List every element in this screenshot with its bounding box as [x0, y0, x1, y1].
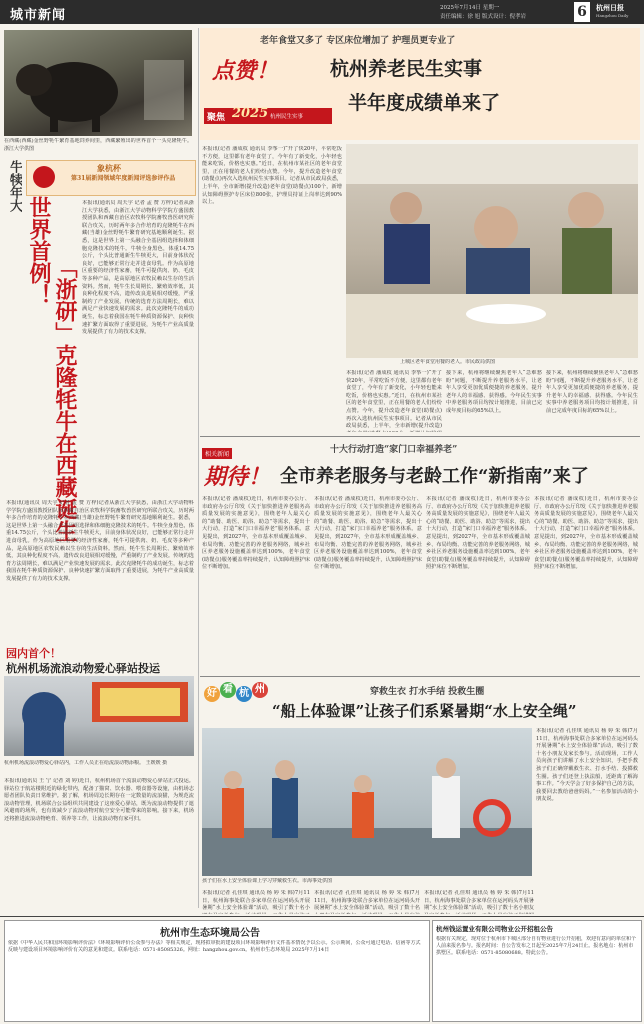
- guide-title: 全市养老服务与老龄工作“新指南”来了: [280, 466, 589, 487]
- ad-left-body: 依据《中华人民共和国环境影响评价法》《环境影响评价公众参与办法》等相关规定，现将拟审批的建设项目环境影响评价文件基本情况予以公示。公示期间，公众可通过电话、信函等方式反映与建设项目环境影响评价有关的意见和建议。联系电话：0571-85085326。网址：hangzhou.gov.cn。杭州市生态环境局 2025年7月14日: [8, 940, 421, 953]
- yak-article-body-cont: 本报讯(通讯员 周天宇 记者 孟 赞 方梓)记者从浙江大学获悉，由浙江大学动物科学学院方盛国教授团队和西藏自治区农牧科学院畜牧兽医研究所联合攻关，历时两年多合作培育的克隆牦牛在西藏(当雄)金丝野牦牛繁育研究基地顺利诞生。据悉，这是世界上第一头融合全基因组选择和体细胞克隆技术的牦牛。牛犊全身黑色，体重14.75公斤，个头比普通新生牛犊更大，目前身体状况良好，已能够正常行走并进食母乳。作为高原地区重要的经济性家畜，牦牛可提供肉、奶、毛皮等多种产品，是高原地区农牧民赖以生存的生活资料。然而，牦牛生长周期长、繁殖效率低，其良种化程度不高，遗传改良进展相对缓慢，严重制约了产业发展。传统的选育方法周期长，难以满足产业快速发展的需求。此次克隆牦牛的成功诞生，标志着我国在牦牛种质资源保护、良种快速扩繁方面取得了重要进展，为牦牛产业高质量发展提供了有力的技术支撑。: [6, 500, 194, 582]
- guide-tag: 相关新闻: [202, 448, 232, 459]
- yak-photo-caption: 在西藏(西藏)金丝野牦牛繁育基地饲养间里，西藏繁殖出的世界首个一头克隆牦牛。 浙江大学供图: [4, 138, 192, 152]
- elder-body-col3: 接下来，杭州将继续聚焦老年人“急难愁盼”问题，不断提升养老服务水平，让老年人享受更加优质便捷的养老服务，提升老年人的幸福感、获得感。今年民生实事中养老服务项目均按计划推进，目前已完成年度目标的65%以上。: [446, 370, 542, 414]
- rule-1: [200, 436, 640, 437]
- airport-body: 本报讯(通讯员 王 宁 记者 刘 婷)近日，杭州机场首个流浪动物爱心驿站正式投运。驿站位于航站楼附近的绿化带内，配备了猫窝、饮水器、喂食器等设施，由机场志愿者团队负责日常维护。据了解，机场周边长期存在一定数量的流浪猫，为规范流浪动物管理，机场联合公益组织共同建设了这座爱心驿站，既为流浪动物提供了遮风避雨的场所，也有效减少了流浪动物对航空安全可能带来的影响。接下来，机场还将推进流浪动物绝育、领养等工作，让流浪动物有家可归。: [4, 778, 194, 822]
- elder-tag-sub: 杭州民生实事: [270, 114, 304, 120]
- guide-qidai: 期待！: [204, 464, 271, 490]
- paper-sub: Hangzhou Daily: [596, 13, 629, 18]
- paper-name: 杭州日报: [596, 3, 624, 12]
- yak-headline-1: 世界首例！: [26, 196, 52, 306]
- ad-left-title: 杭州市生态环境局公告: [160, 928, 260, 939]
- elder-kicker: 老年食堂又多了 专区床位增加了 护理员更专业了: [260, 36, 456, 46]
- elder-photo-caption: 上城区老年食堂用餐的老人。市民政局供图: [400, 359, 496, 365]
- boat-body-side: 本报讯(记者 孔佳琪 通讯员 杨 婷 朱 韩)7月11日，杭州海事处联合多家单位在运河码头开展暑期“水上安全体验课”活动，吸引了数十名小朋友及家长参与。活动现场，工作人员向孩子们讲解了水上安全知识，手把手教孩子们正确穿戴救生衣、打水手结、投掷救生圈。孩子们还登上执法船，近距离了解海事工作。“今天学会了好多保护自己的方法，我要回去教给爸爸妈妈。”一名参加活动的小朋友说。: [536, 728, 638, 803]
- rule-2: [200, 676, 640, 677]
- award-text: 第31届新闻领域年度新闻评选参评作品: [71, 175, 176, 182]
- badge-char-4: 州: [252, 682, 268, 698]
- badge-char-1: 好: [204, 686, 220, 702]
- guide-body-1: 本报讯(记者 潘成枚)近日，杭州市委办公厅、市政府办公厅印发《关于加快推进养老服务高质量发展的实施意见》，围绕老年人最关心的“助餐、助医、助浴、助急”等需求，提出十大行动，打造“家门口幸福养老”服务体系。意见提出，到2027年，全市基本形成覆盖城乡、布局均衡、功能完善的养老服务网络，城乡社区养老服务设施覆盖率达到100%，老年食堂(助餐点)服务覆盖率持续提升，认知障碍照护床位不断增加。: [202, 496, 310, 571]
- yak-article-body: 本报讯(通讯员 周天宇 记者 孟 赞 方梓)记者从浙江大学获悉，由浙江大学动物科学学院方盛国教授团队和西藏自治区农牧科学院畜牧兽医研究所联合攻关，历时两年多合作培育的克隆牦牛在西藏(当雄)金丝野牦牛繁育研究基地顺利诞生。据悉，这是世界上第一头融合全基因组选择和体细胞克隆技术的牦牛。牛犊全身黑色，体重14.75公斤，个头比普通新生牛犊更大，目前身体状况良好，已能够正常行走并进食母乳。作为高原地区重要的经济性家畜，牦牛可提供肉、奶、毛皮等多种产品，是高原地区农牧民赖以生存的生活资料。然而，牦牛生长周期长、繁殖效率低，其良种化程度不高，遗传改良进展相对缓慢，严重制约了产业发展。传统的选育方法周期长，难以满足产业快速发展的需求。此次克隆牦牛的成功诞生，标志着我国在牦牛种质资源保护、良种快速扩繁方面取得了重要进展，为牦牛产业高质量发展提供了有力的技术支撑。: [82, 200, 194, 336]
- boat-body-1: 本报讯(记者 孔佳琪 通讯员 杨 婷 朱 韩)7月11日，杭州海事处联合多家单位在运河码头开展暑期“水上安全体验课”活动，吸引了数十名小: [202, 890, 310, 912]
- guide-kicker: 十大行动打造“家门口幸福养老”: [330, 445, 458, 455]
- yak-photo: [4, 30, 192, 136]
- yak-illustration: [4, 30, 192, 136]
- boat-body-2: 本报讯(记者 孔佳琪 通讯员 杨 婷 朱 韩)7月11日，杭州海事处联合多家单位在运河码头开展暑期“水上安全体验课”活动，吸引了数十名: [314, 890, 420, 912]
- elder-title-2: 半年度成绩单来了: [348, 92, 501, 114]
- award-banner: [26, 160, 196, 196]
- elder-body-col4: 接下来，杭州将继续聚焦老年人“急难愁盼”问题，不断提升养老服务水平，让老年人享受更加优质便捷的养老服务，提升老年人的幸福感、获得感。今年民生实事中养老服务项目均按计划推进，目前已完成年度目标的65%以上。: [546, 370, 638, 414]
- badge-char-2: 看: [220, 682, 236, 698]
- boat-caption: 孩子们在水上安全体验课上学习穿戴救生衣。市海事处供图: [202, 878, 333, 884]
- airport-illustration: [4, 676, 194, 756]
- boat-kicker: 穿救生衣 打水手结 投救生圈: [370, 687, 485, 697]
- date-line: 2025年7月14日 星期一: [440, 5, 500, 11]
- elder-tag-year: 2025: [232, 106, 269, 121]
- boat-photo: [202, 728, 532, 876]
- elder-dianzan: 点赞！: [212, 58, 279, 84]
- elder-tag: 聚焦: [207, 113, 226, 123]
- boat-body-3: 本报讯(记者 孔佳琪 通讯员 杨 婷 朱 韩)7月11日，杭州海事处联合多家单位在运河码头开展暑期“水上安全体验课”活动，吸引了数十名小朋友: [424, 890, 534, 912]
- editor-line: 责任编辑：徐 旭 版式设计：倪孝岩: [440, 14, 526, 20]
- airport-caption: 杭州机场流浪动物爱心驿站内，工作人员正在给流浪动物添粮。 王媛媛 摄: [4, 760, 168, 766]
- elder-body-left: 本报讯(记者 潘成枚 通讯员 李筝一)“开了快20年，平常吃饭不方便，这里都有老年食堂了，今年有了新变化，小年轻也能来吃饭，价格也实惠。”近日，在杭州市某社区的老年食堂里，正在用餐的老人们纷纷点赞。今年，提升改造老年食堂(助餐点)再次入选杭州民生实事项目。记者从市民政局获悉，上半年，全市新增(提升改造)老年食堂(助餐点)100个，新增认知障碍照护专区床位800张，护理员持证上岗率达到90%以上。: [202, 146, 342, 206]
- guide-body-2: 本报讯(记者 潘成枚)近日，杭州市委办公厅、市政府办公厅印发《关于加快推进养老服务高质量发展的实施意见》，围绕老年人最关心的“助餐、助医、助浴、助急”等需求，提出十大行动，打造“家门口幸福养老”服务体系。意见提出，到2027年，全市基本形成覆盖城乡、布局均衡、功能完善的养老服务网络，城乡社区养老服务设施覆盖率达到100%，老年食堂(助餐点)服务覆盖率持续提升，认知障碍照护床位不断增加。: [314, 496, 422, 571]
- airport-label: 园内首个！: [6, 647, 61, 660]
- elder-illustration: [346, 144, 638, 358]
- badge-char-3: 杭: [236, 686, 252, 702]
- yak-headline-2: 「浙研」克隆牦牛在西藏诞生: [52, 256, 78, 542]
- guide-body-3: 本报讯(记者 潘成枚)近日，杭州市委办公厅、市政府办公厅印发《关于加快推进养老服务高质量发展的实施意见》，围绕老年人最关心的“助餐、助医、助浴、助急”等需求，提出十大行动，打造“家门口幸福养老”服务体系。意见提出，到2027年，全市基本形成覆盖城乡、布局均衡、功能完善的养老服务网络，城乡社区养老服务设施覆盖率达到100%，老年食堂(助餐点)服务覆盖率持续提升，认知障碍照护床位不断增加。: [426, 496, 530, 571]
- vertical-subtitle: 牛犊年大: [7, 160, 22, 212]
- elder-body-col2: 本报讯(记者 潘成枚 通讯员 李筝一)“开了快20年，平常吃饭不方便，这里都有老年食堂了，今年有了新变化，小年轻也能来吃饭，价格也实惠。”近日，在杭州市某社区的老年食堂里，正在用餐的老人们纷纷点赞。今年，提升改造老年食堂(助餐点)再次入选杭州民生实事项目。记者从市民政局获悉，上半年，全市新增(提升改造): [346, 370, 442, 430]
- ad-right-title: 杭州钱运置业有限公司物业公开招租公告: [436, 925, 553, 933]
- award-icon: [33, 166, 55, 188]
- award-logo: 象杭杯: [97, 163, 121, 173]
- airport-photo: [4, 676, 194, 756]
- guide-body-4: 本报讯(记者 潘成枚)近日，杭州市委办公厅、市政府办公厅印发《关于加快推进养老服务高质量发展的实施意见》，围绕老年人最关心的“助餐、助医、助浴、助急”等需求，提出十大行动，打造“家门口幸福养老”服务体系。意见提出，到2027年，全市基本形成覆盖城乡、布局均衡、功能完善的养老服务网络，城乡社区养老服务设施覆盖率达到100%，老年食堂(助餐点)服务覆盖率持续提升，认知障碍照护床位不断增加。: [534, 496, 638, 571]
- column-divider: [198, 28, 199, 908]
- ad-rule: [0, 916, 644, 917]
- section-banner: [0, 0, 644, 24]
- boat-title: “船上体验课”让孩子们系紧暑期“水上安全绳”: [272, 702, 577, 720]
- elder-photo: [346, 144, 638, 358]
- section-title: 城市新闻: [10, 8, 67, 23]
- boat-illustration: [202, 728, 532, 876]
- ad-right-body: 根据有关规定，现对位于杭州市下城区部分自有物业进行公开招租，欢迎有意向的单位和个人前来报名参与。报名时间：自公告发布之日起至2025年7月24日止。报名地点：杭州市拱墅区。联系电话：0571-85080688。特此公告。: [436, 936, 636, 956]
- elder-title-1: 杭州养老民生实事: [330, 58, 483, 80]
- page-number: 6: [574, 2, 590, 22]
- airport-title: 杭州机场流浪动物爱心驿站投运: [6, 662, 160, 675]
- boat-badge: [204, 682, 270, 722]
